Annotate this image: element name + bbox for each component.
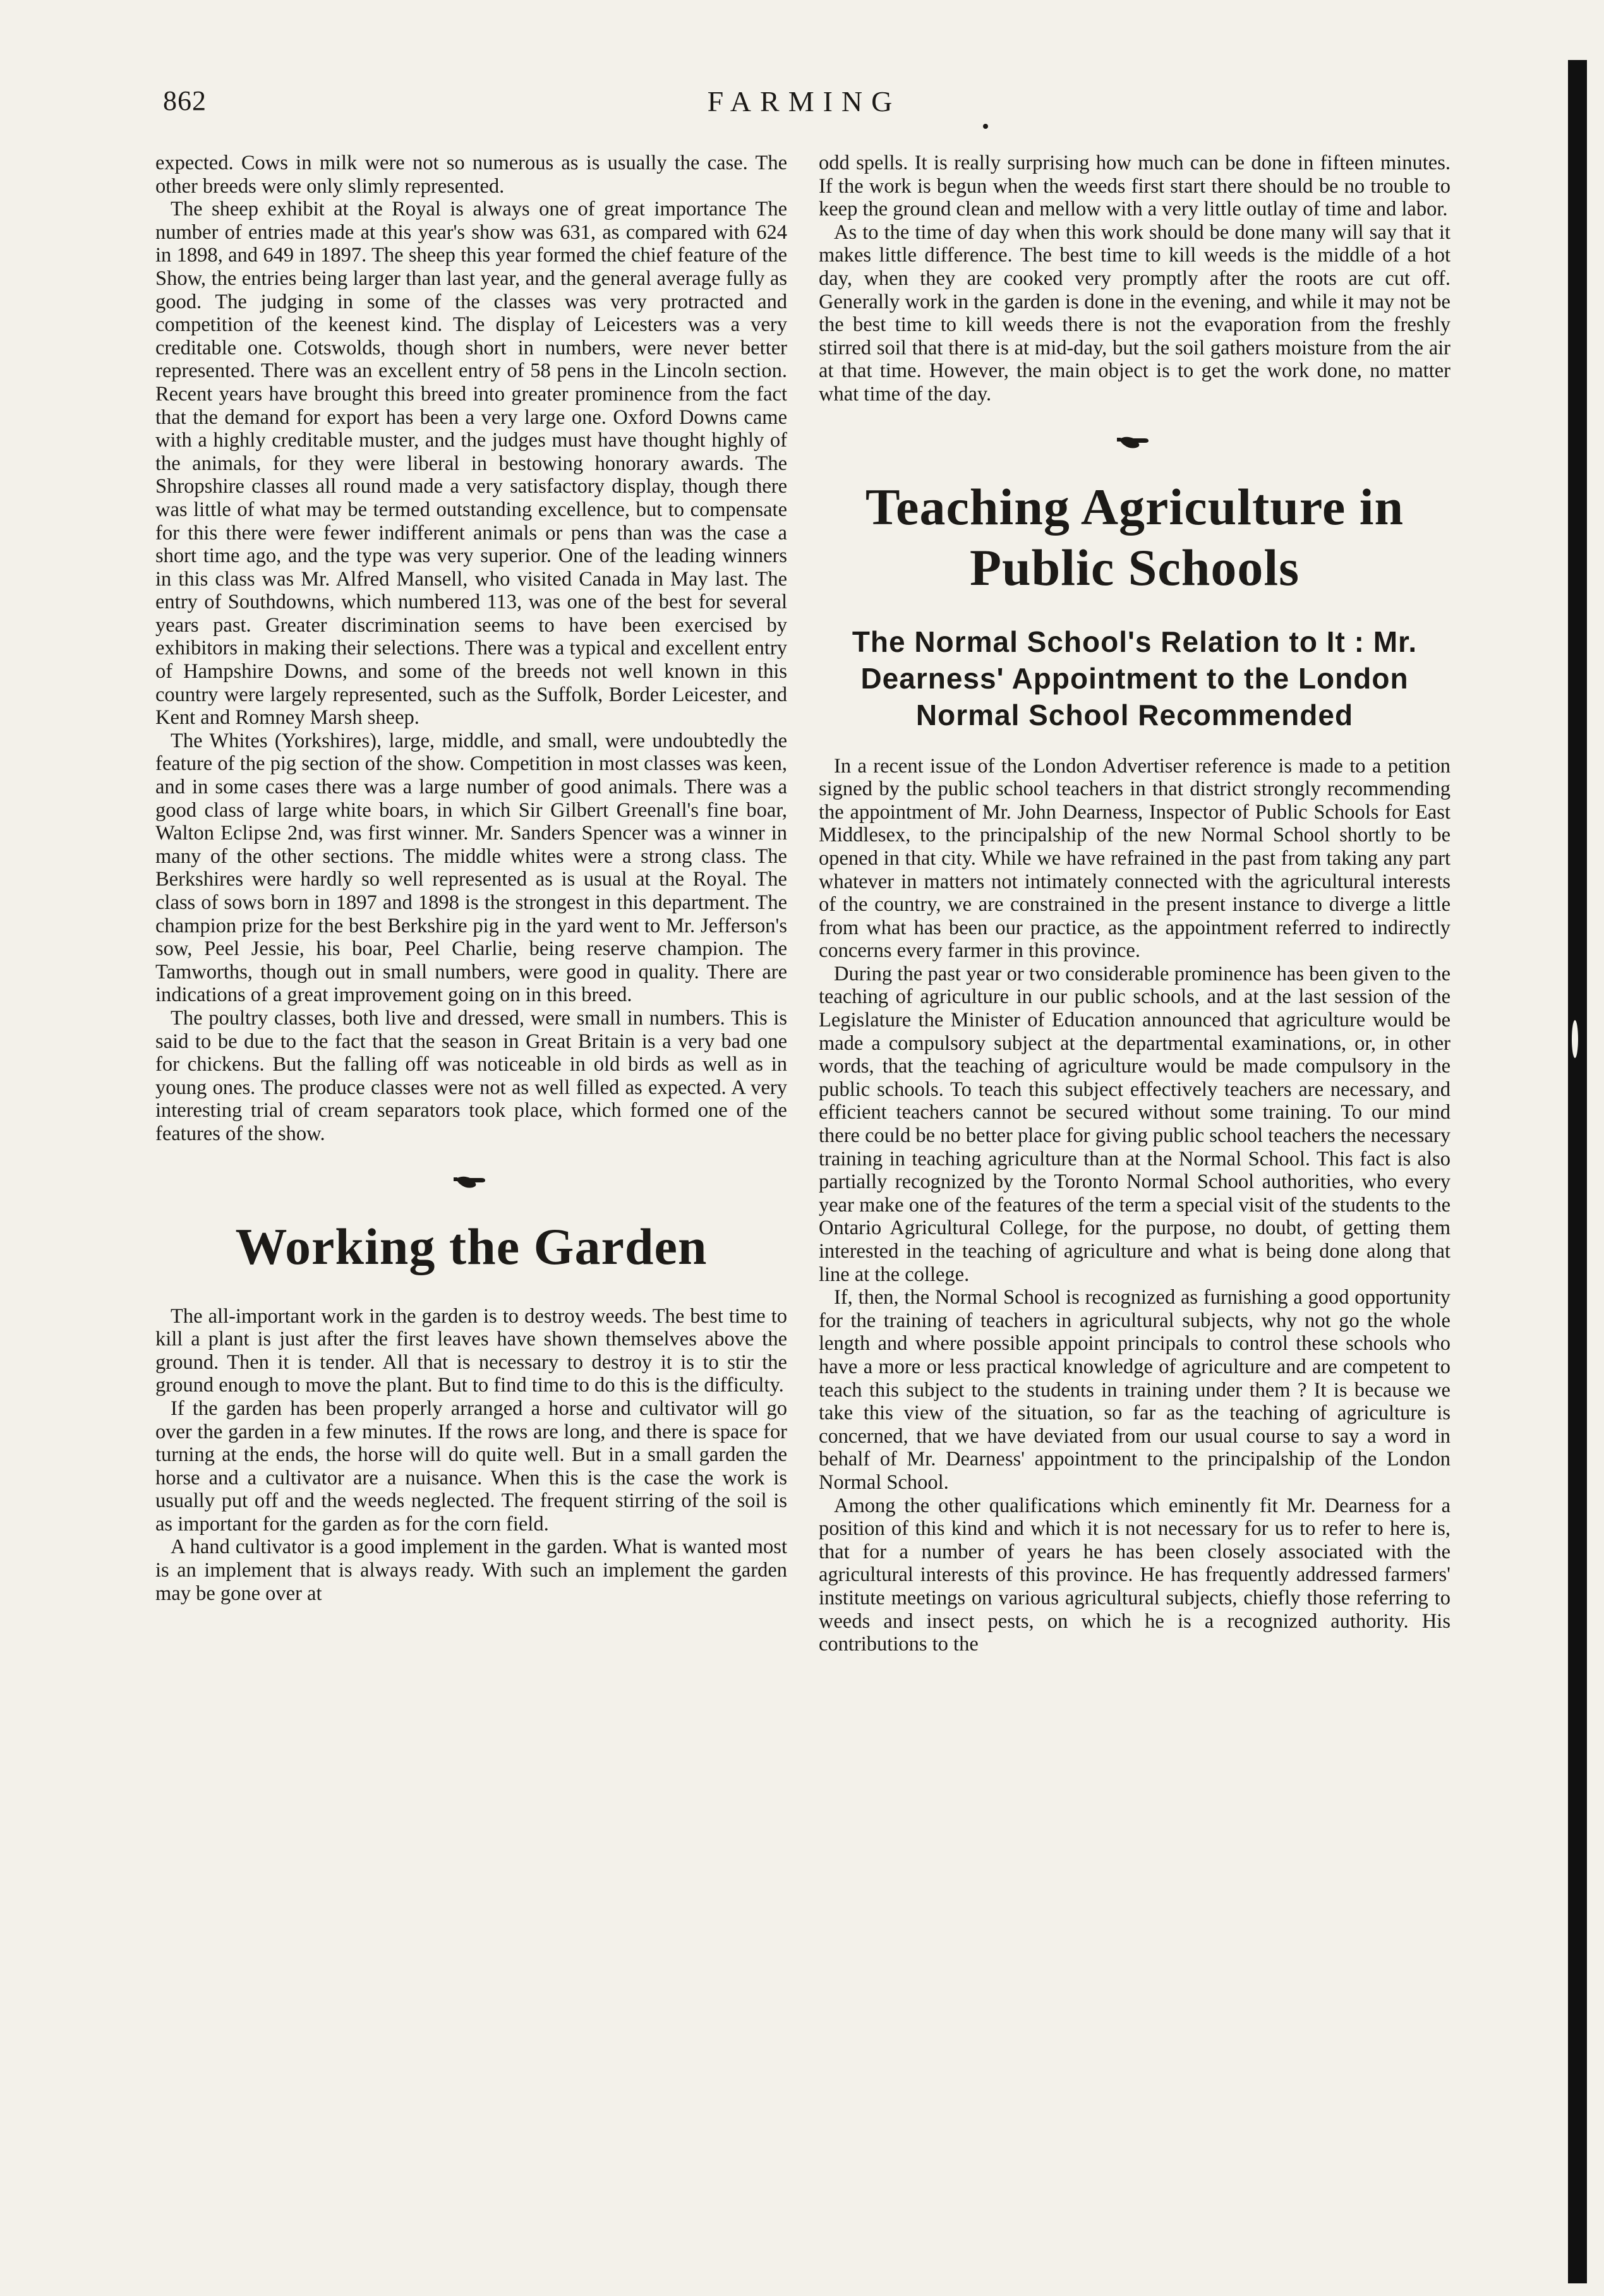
paragraph: During the past year or two considerable prominence has been given to the teaching of agriculture in our public schools, and at the last session of the Legislature the Minister of Education announced that agriculture would be made a compulsory subject at the departmental examinations, or, in other words, that the teaching of agriculture would be made compulsory in the public schools. To teach this subject effectively teachers are necessary, and efficient teachers cannot be secured without some training. To our mind there could be no better place for giving public school teachers the necessary training in teaching agriculture than at the Normal School. This fact is also partially recognized by the Toronto Normal School authorities, who every year make one of the features of the term a special visit of the students to the Ontario Agricultural College, for the purpose, no doubt, of getting them interested in the teaching of agriculture and what is being done along that line at the college. bbox=[819, 962, 1450, 1286]
teaching-article-subhead: The Normal School's Relation to It : Mr. Dearness' Appointment to the London Normal School Recommended bbox=[852, 625, 1418, 731]
running-head: FARMING bbox=[707, 85, 901, 117]
right-column bbox=[819, 152, 1450, 1656]
page-header bbox=[163, 81, 1445, 131]
paragraph: The sheep exhibit at the Royal is always one of great importance The number of entries made at this year's show was 631, as compared with 624 in 1898, and 649 in 1897. The sheep this year formed the chief feature of the Show, the entries being larger than last year, and the general average fully as good. The judging in some of the classes was very protracted and competition of the keenest kind. The display of Leicesters was a very creditable one. Cotswolds, though short in numbers, were never better represented. There was an excellent entry of 58 pens in the Lincoln section. Recent years have brought this breed into greater prominence from the fact that the demand for export has been a very large one. Oxford Downs came with a highly creditable muster, and the judges must have thought highly of the animals, for they were liberal in bestowing honorary awards. The Shropshire classes all round made a very satisfactory display, though there was little of what may be termed outstanding excellence, but to compensate for this there were fewer indifferent animals or pens than was the case a short time ago, and the type was very superior. One of the leading winners in this class was Mr. Alfred Mansell, who visited Canada in May last. The entry of Southdowns, which numbered 113, was one of the best for several years past. Greater discrimination seems to have been exercised by exhibitors in making their selections. There was a typical and excellent entry of Hampshire Downs, and some of the breeds not well known in this country were largely represented, such as the Suffolk, Border Leicester, and Kent and Romney Marsh sheep. bbox=[155, 198, 787, 730]
paragraph: If, then, the Normal School is recognized as furnishing a good opportunity for the training of teachers in agricultural subjects, why not go the whole length and where possible appoint principals to control these schools who have a more or less practical knowledge of agriculture and are competent to teach this subject to the students in training under them ? It is because we take this view of the situation, so far as the teaching of agriculture is concerned, that we have deviated from our usual course to say a word in behalf of Mr. Dearness' appointment to the principalship of the London Normal School. bbox=[819, 1286, 1450, 1494]
teaching-article-title bbox=[819, 477, 1450, 598]
garden-article-title: Working the Garden bbox=[235, 1217, 708, 1275]
paragraph: If the garden has been properly arranged a horse and cultivator will go over the garden in a few minutes. If the rows are long, and there is space for turning at the ends, the horse will do quite well. But in a small garden the horse and a cultivator are a nuisance. When this is the case the work is usually put off and the weeds neglected. The frequent stirring of the soil is as important for the garden as for the corn field. bbox=[155, 1397, 787, 1536]
paragraph: expected. Cows in milk were not so numerous as is usually the case. The other breeds were only slimly represented. bbox=[155, 152, 787, 198]
paragraph: The Whites (Yorkshires), large, middle, and small, were undoubtedly the feature of the pig section of the show. Competition in most classes was keen, and in some cases there was a large number of good animals. There was a good class of large white boars, in which Sir Gilbert Greenall's fine boar, Walton Eclipse 2nd, was first winner. Mr. Sanders Spencer was a winner in many of the other sections. The middle whites were a strong class. The Berkshires were hardly so well represented as is usual at the Royal. The class of sows born in 1897 and 1898 is the strongest in this department. The champion prize for the best Berkshire pig in the yard went to Mr. Jefferson's sow, Peel Jessie, his boar, Peel Charlie, being reserve champion. The Tamworths, though out in small numbers, were good in quality. There are indications of a great improvement going on in this breed. bbox=[155, 729, 787, 1007]
left-column bbox=[155, 152, 787, 1605]
paragraph: As to the time of day when this work should be done many will say that it makes little difference. The best time to kill weeds is the middle of a hot day, when they are cooked very promptly after the roots are cut off. Generally work in the garden is done in the evening, and while it may not be the best time to kill weeds there is not the evaporation from the freshly stirred soil that there is at mid-day, but the soil gathers moisture from the air at that time. However, the main object is to get the work done, no matter what time of the day. bbox=[819, 220, 1450, 406]
title-line-2: Public Schools bbox=[969, 538, 1300, 596]
paragraph: Among the other qualifications which eminently fit Mr. Dearness for a position of this kind and which it is not necessary for us to refer to here is, that for a number of years he has been closely associated with the agricultural interests of this province. He has frequently addressed farmers' institute meetings on various agricultural subjects, chiefly those referring to weeds and insect pests, on which he is a recognized authority. His contributions to the bbox=[819, 1494, 1450, 1656]
pointing-hand-icon bbox=[155, 1172, 787, 1198]
header-dot-mark bbox=[983, 124, 988, 129]
page-number: 862 bbox=[163, 85, 207, 116]
title-line-1: Teaching Agriculture in bbox=[865, 478, 1404, 536]
page-edge-bar bbox=[1568, 60, 1587, 2283]
paragraph: odd spells. It is really surprising how much can be done in fifteen minutes. If the work is begun when the weeds first start there should be no trouble to keep the ground clean and mellow with a very little outlay of time and labor. bbox=[819, 152, 1450, 221]
pointing-hand-icon bbox=[819, 433, 1450, 458]
paragraph: A hand cultivator is a good implement in the garden. What is wanted most is an implement that is always ready. With such an implement the garden may be gone over at bbox=[155, 1536, 787, 1605]
paragraph: In a recent issue of the London Advertiser reference is made to a petition signed by the public school teachers in that district strongly recommending the appointment of Mr. John Dearness, Inspector of Public Schools for East Middlesex, to the principalship of the new Normal School shortly to be opened in that city. While we have refrained in the past from taking any part whatever in matters not intimately connected with the agricultural interests of the country, we are constrained in the present instance to diverge a little from what has been our practice, as the appointment referred to indirectly concerns every farmer in this province. bbox=[819, 754, 1450, 963]
paragraph: The poultry classes, both live and dressed, were small in numbers. This is said to be due to the fact that the season in Great Britain is a very bad one for chickens. But the falling off was noticeable in old birds as well as in young ones. The produce classes were not as well filled as expected. A very interesting trial of cream separators took place, which formed one of the features of the show. bbox=[155, 1006, 787, 1145]
paragraph: The all-important work in the garden is to destroy weeds. The best time to kill a plant is just after the first leaves have shown themselves above the ground. Then it is tender. All that is necessary to destroy it is to stir the ground enough to move the plant. But to find time to do this is the difficulty. bbox=[155, 1304, 787, 1397]
